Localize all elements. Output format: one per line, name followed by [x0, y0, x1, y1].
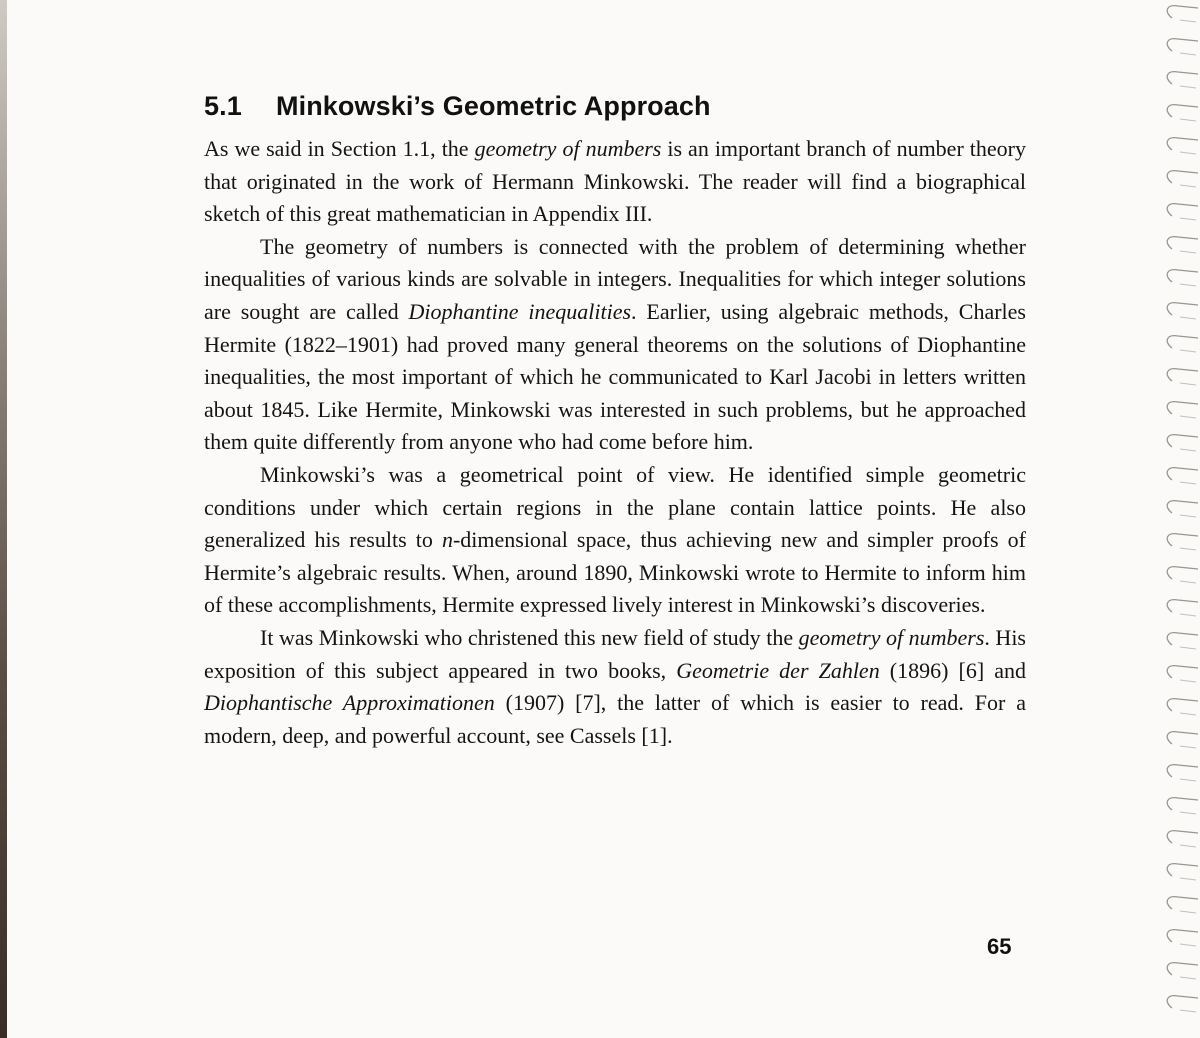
binding-loop	[1167, 501, 1198, 513]
binding-mark	[1180, 680, 1196, 682]
italic-text: Geometrie der Zahlen	[676, 657, 880, 683]
binding-mark	[1180, 86, 1196, 88]
binding-mark	[1180, 977, 1196, 979]
paragraph	[204, 622, 1026, 752]
binding-mark	[1180, 779, 1196, 781]
binding-loop	[1167, 666, 1198, 678]
binding-loop	[1167, 534, 1198, 546]
text-run: . His exposition of this subject appeared in two books,	[204, 624, 1026, 683]
spiral-binding	[1150, 0, 1200, 1038]
binding-mark	[1180, 218, 1196, 220]
binding-loop	[1167, 204, 1198, 216]
binding-mark	[1180, 416, 1196, 418]
binding-mark	[1180, 845, 1196, 847]
binding-mark	[1180, 251, 1196, 253]
binding-mark	[1180, 515, 1196, 517]
text-run: The geometry of numbers is connected with the problem of determining whether inequalities of various kinds are solvable in integers. Inequalities for which integer solutions are sought are called	[204, 233, 1026, 324]
binding-mark	[1180, 1010, 1196, 1012]
book-spine-shadow	[0, 0, 7, 1038]
text-run: is an important branch of number theory that originated in the work of Hermann Minkowski. The reader will find a biographical sketch of this great mathematician in Appendix III.	[204, 136, 1026, 227]
binding-loop	[1167, 897, 1198, 909]
binding-loop	[1167, 435, 1198, 447]
binding-loop	[1167, 336, 1198, 348]
binding-mark	[1180, 647, 1196, 649]
binding-loop	[1167, 765, 1198, 777]
binding-loop	[1167, 270, 1198, 282]
paragraph	[204, 459, 1026, 622]
binding-mark	[1180, 812, 1196, 814]
binding-loop	[1167, 138, 1198, 150]
paragraph	[204, 231, 1026, 459]
binding-mark	[1180, 383, 1196, 385]
page-number: 65	[987, 934, 1012, 959]
text-run: It was Minkowski who christened this new field of study the	[260, 624, 799, 650]
binding-loop	[1167, 633, 1198, 645]
binding-loop	[1167, 6, 1198, 18]
binding-loop	[1167, 600, 1198, 612]
italic-text: Diophantische Approximationen	[204, 690, 495, 716]
binding-mark	[1180, 482, 1196, 484]
binding-loop	[1167, 699, 1198, 711]
binding-loop	[1167, 39, 1198, 51]
binding-mark	[1180, 20, 1196, 22]
binding-mark	[1180, 284, 1196, 286]
text-run: (1907) [7], the latter of which is easier to read. For a modern, deep, and powerful account, see Cassels [1].	[204, 690, 1026, 748]
binding-mark	[1180, 449, 1196, 451]
binding-mark	[1180, 746, 1196, 748]
book-page	[204, 86, 1026, 752]
binding-mark	[1180, 152, 1196, 154]
binding-loop	[1167, 72, 1198, 84]
binding-mark	[1180, 911, 1196, 913]
section-heading	[204, 86, 1026, 126]
binding-loop	[1167, 864, 1198, 876]
binding-loop	[1167, 171, 1198, 183]
binding-mark	[1180, 944, 1196, 946]
text-run: (1896) [6] and	[879, 657, 1026, 683]
binding-mark	[1180, 548, 1196, 550]
binding-mark	[1180, 317, 1196, 319]
paragraph	[204, 133, 1026, 231]
binding-mark	[1180, 350, 1196, 352]
binding-loop	[1167, 963, 1198, 975]
text-run: . Earlier, using algebraic methods, Charles Hermite (1822–1901) had proved many general theorems on the solutions of Diophantine inequalities, the most important of which he communicated to Karl Jacobi in letters written about 1845. Like Hermite, Minkowski was interested in such problems, but he approached them quite differently from anyone who had come before him.	[204, 298, 1026, 455]
binding-loop	[1167, 996, 1198, 1008]
binding-mark	[1180, 878, 1196, 880]
binding-loop	[1167, 369, 1198, 381]
binding-loop	[1167, 732, 1198, 744]
italic-text: geometry of numbers	[474, 136, 662, 161]
section-title: Minkowski’s Geometric Approach	[276, 91, 711, 121]
binding-loop	[1167, 567, 1198, 579]
italic-text: geometry of numbers	[798, 624, 985, 650]
binding-loop	[1167, 237, 1198, 249]
section-number: 5.1	[204, 91, 242, 121]
binding-mark	[1180, 713, 1196, 715]
text-run: -dimensional space, thus achieving new and simpler proofs of Hermite’s algebraic results. When, around 1890, Minkowski wrote to Hermite to inform him of these accomplishments, Hermite expressed lively interest in Minkowski’s discoveries.	[204, 527, 1026, 618]
italic-text: n	[441, 527, 453, 553]
text-run: Minkowski’s was a geometrical point of view. He identified simple geometric conditions under which certain regions in the plane contain lattice points. He also generalized his results to	[204, 461, 1026, 553]
binding-loop	[1167, 798, 1198, 810]
binding-loop	[1167, 105, 1198, 117]
binding-mark	[1180, 614, 1196, 616]
binding-loop	[1167, 402, 1198, 414]
binding-loop	[1167, 831, 1198, 843]
binding-loop	[1167, 303, 1198, 315]
binding-mark	[1180, 119, 1196, 121]
binding-mark	[1180, 581, 1196, 583]
binding-mark	[1180, 185, 1196, 187]
binding-mark	[1180, 53, 1196, 55]
italic-text: Diophantine inequalities	[408, 298, 632, 324]
text-run: As we said in Section 1.1, the	[204, 136, 475, 161]
binding-loop	[1167, 468, 1198, 480]
binding-loop	[1167, 930, 1198, 942]
